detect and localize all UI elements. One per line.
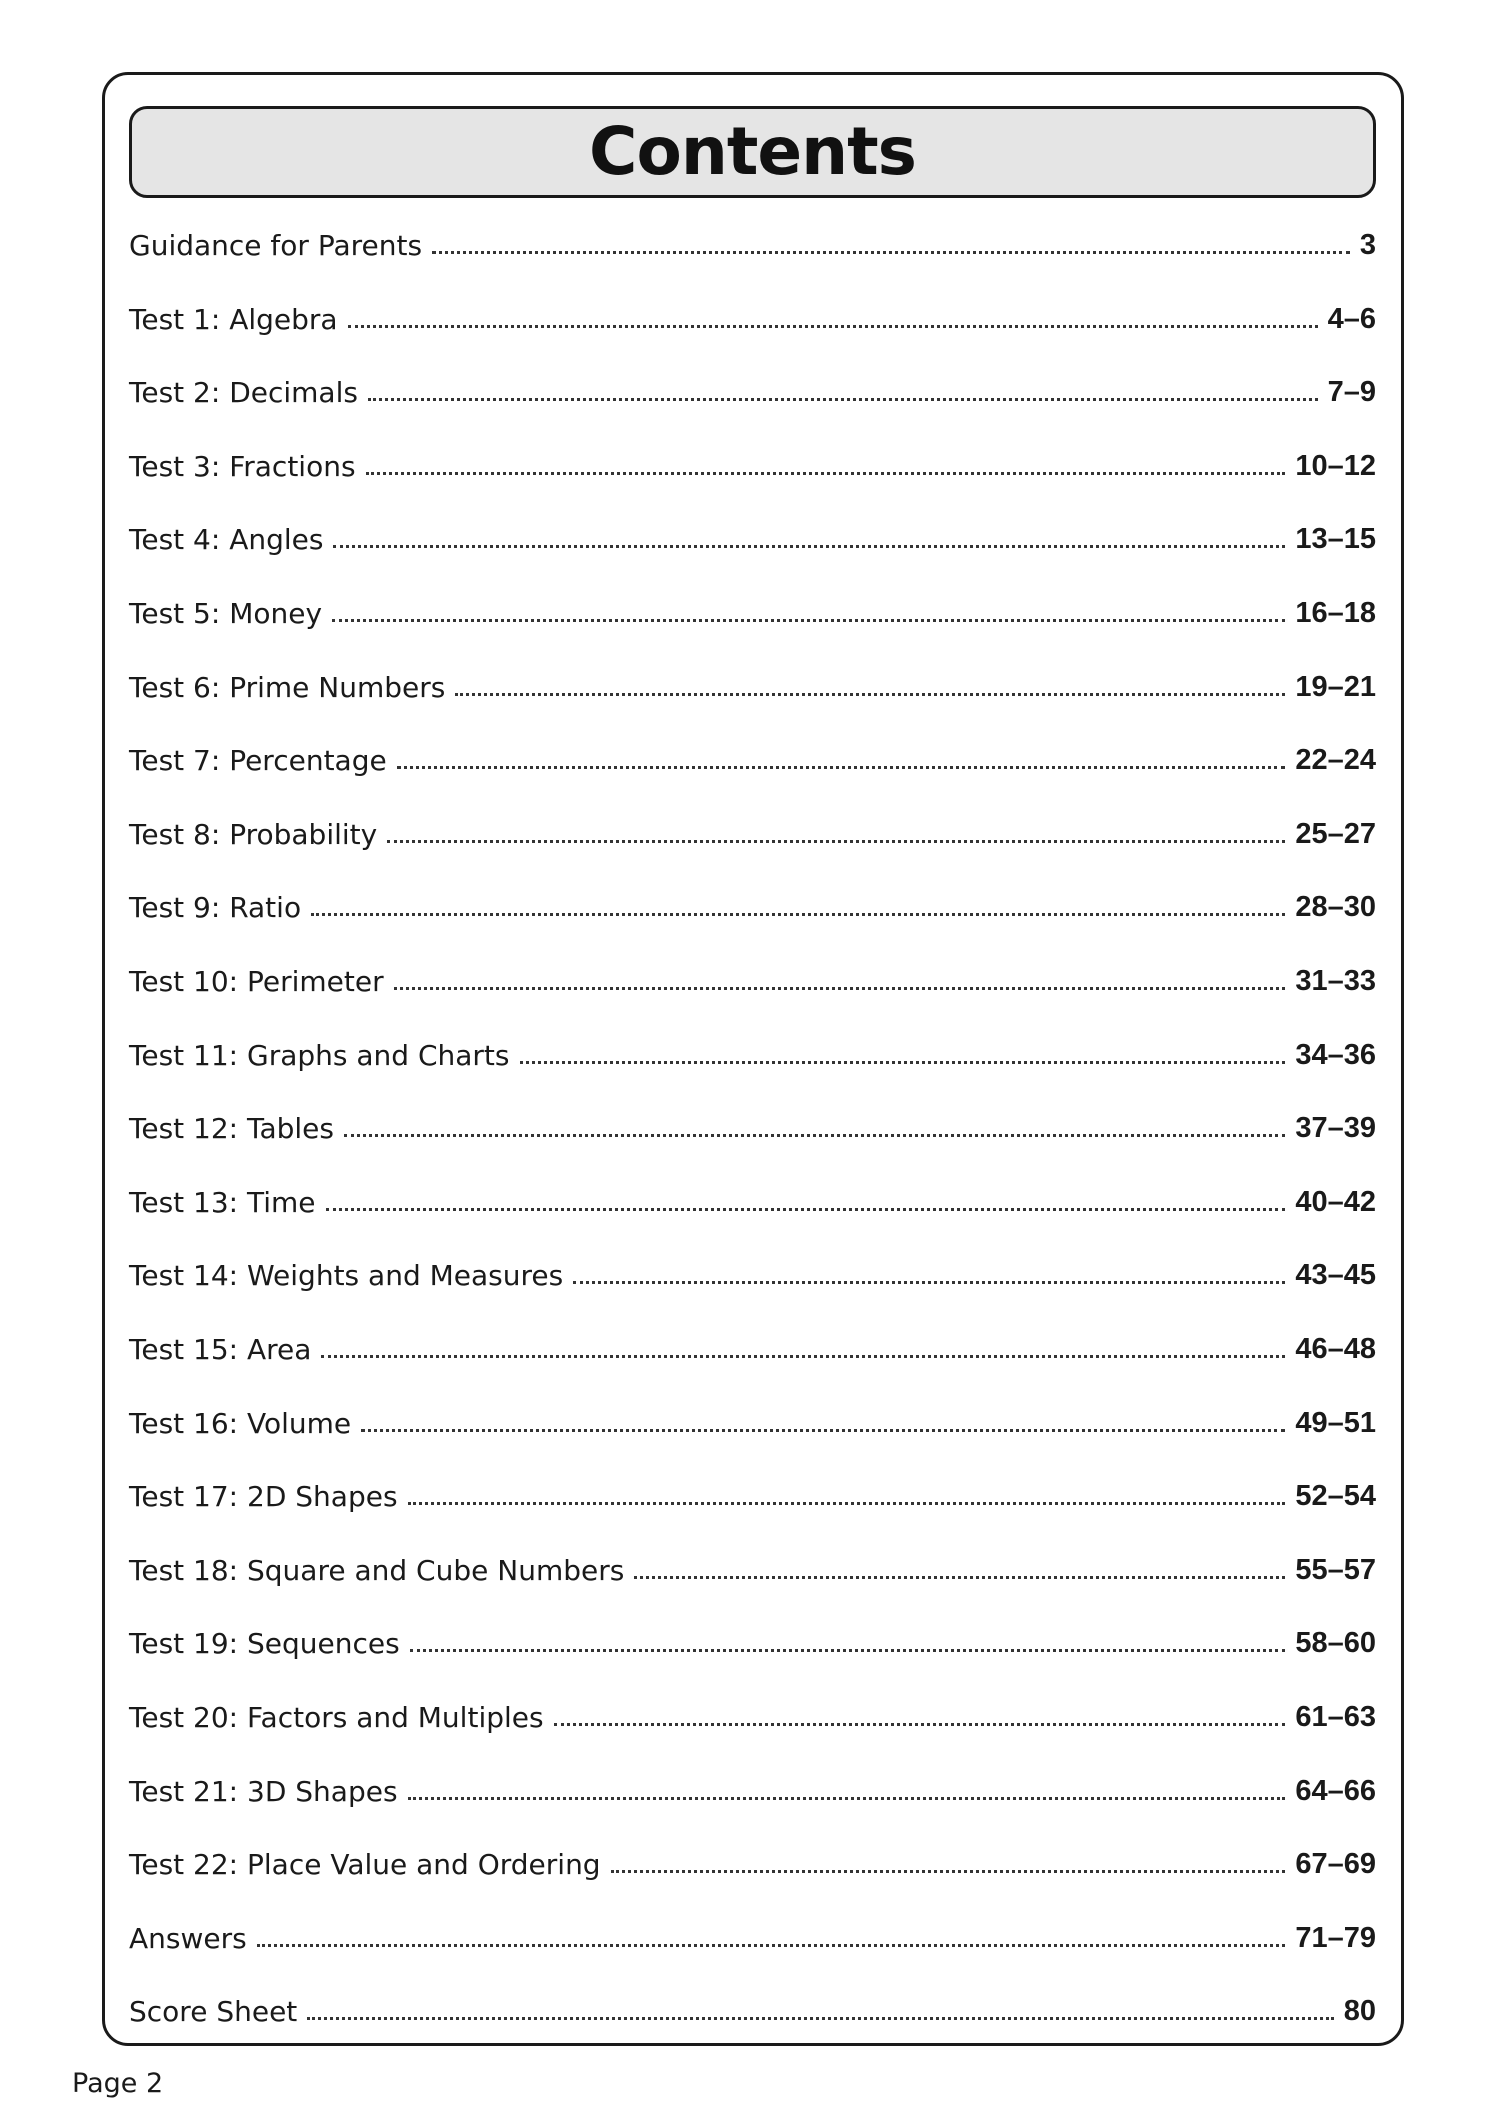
toc-entry-label: Test 18: Square and Cube Numbers	[129, 1553, 625, 1587]
toc-entry-label: Test 7: Percentage	[129, 744, 387, 778]
toc-entry-label: Test 22: Place Value and Ordering	[129, 1848, 601, 1882]
toc-entry-label: Test 10: Perimeter	[129, 965, 384, 998]
toc-entry[interactable]	[129, 1324, 1376, 1364]
toc-entry[interactable]	[129, 367, 1376, 410]
toc-entry-pages: 37–39	[1295, 1112, 1376, 1145]
toc-dot-leader	[307, 2017, 1333, 2020]
toc-entry[interactable]	[129, 809, 1376, 849]
page-title: Contents	[589, 113, 916, 190]
toc-entry[interactable]	[129, 1545, 1376, 1585]
toc-entry[interactable]	[129, 1030, 1376, 1070]
toc-dot-leader	[333, 545, 1285, 548]
toc-entry-pages: 31–33	[1295, 965, 1376, 997]
toc-entry[interactable]	[129, 588, 1376, 628]
toc-entry[interactable]	[129, 1618, 1376, 1661]
toc-dot-leader	[368, 398, 1318, 401]
toc-dot-leader	[408, 1502, 1286, 1505]
toc-dot-leader	[257, 1944, 1286, 1947]
toc-entry-pages: 40–42	[1295, 1185, 1376, 1218]
toc-entry-pages: 43–45	[1295, 1259, 1376, 1292]
toc-dot-leader	[366, 472, 1286, 475]
toc-dot-leader	[432, 251, 1350, 254]
toc-entry-label: Test 6: Prime Numbers	[129, 670, 446, 704]
toc-entry[interactable]	[129, 1471, 1376, 1514]
toc-entry-label: Test 19: Sequences	[129, 1627, 400, 1661]
toc-entry-label: Test 5: Money	[129, 597, 323, 630]
toc-entry[interactable]	[129, 735, 1376, 778]
toc-entry-label: Test 15: Area	[129, 1333, 312, 1366]
toc-entry-pages: 16–18	[1295, 597, 1376, 629]
toc-entry-label: Test 8: Probability	[129, 817, 378, 851]
toc-entry-label: Test 20: Factors and Multiples	[129, 1701, 544, 1734]
toc-entry-pages: 49–51	[1295, 1406, 1376, 1439]
toc-entry-pages: 64–66	[1295, 1774, 1376, 1807]
toc-entry[interactable]	[129, 1103, 1376, 1146]
toc-dot-leader	[410, 1649, 1286, 1652]
toc-entry-label: Score Sheet	[129, 1995, 298, 2029]
toc-dot-leader	[455, 693, 1285, 696]
toc-entry-pages: 3	[1359, 229, 1376, 261]
toc-entry-label: Test 13: Time	[129, 1185, 316, 1219]
toc-entry-label: Test 17: 2D Shapes	[129, 1480, 398, 1514]
toc-entry[interactable]	[129, 1986, 1376, 2029]
toc-entry-label: Test 21: 3D Shapes	[129, 1774, 398, 1808]
toc-entry-label: Test 1: Algebra	[129, 302, 338, 336]
toc-entry-label: Test 12: Tables	[129, 1112, 334, 1146]
toc-entry[interactable]	[129, 882, 1376, 925]
toc-dot-leader	[394, 987, 1286, 990]
toc-dot-leader	[387, 840, 1285, 843]
toc-entry[interactable]	[129, 1177, 1376, 1217]
toc-entry-pages: 71–79	[1295, 1921, 1376, 1954]
toc-entry[interactable]	[129, 1250, 1376, 1293]
toc-dot-leader	[573, 1281, 1285, 1284]
toc-entry[interactable]	[129, 1839, 1376, 1882]
toc-entry-pages: 58–60	[1295, 1627, 1376, 1660]
toc-entry-pages: 52–54	[1295, 1480, 1376, 1513]
toc-entry-pages: 34–36	[1295, 1038, 1376, 1071]
toc-entry-pages: 4–6	[1327, 302, 1376, 335]
toc-entry[interactable]	[129, 1398, 1376, 1438]
toc-dot-leader	[361, 1429, 1285, 1432]
toc-dot-leader	[311, 913, 1285, 916]
toc-entry-pages: 80	[1343, 1995, 1376, 2028]
toc-entry[interactable]	[129, 441, 1376, 481]
toc-entry-label: Answers	[129, 1921, 247, 1955]
toc-entry-label: Test 2: Decimals	[129, 376, 358, 410]
page-number: Page 2	[72, 2068, 164, 2099]
toc-entry-label: Test 14: Weights and Measures	[129, 1259, 564, 1293]
toc-entry-label: Guidance for Parents	[129, 229, 423, 262]
toc-dot-leader	[408, 1797, 1286, 1800]
toc-entry[interactable]	[129, 1692, 1376, 1732]
toc-entry-pages: 7–9	[1327, 376, 1376, 409]
toc-entry-pages: 67–69	[1295, 1848, 1376, 1881]
toc-entry[interactable]	[129, 956, 1376, 996]
toc-entry-pages: 28–30	[1295, 891, 1376, 924]
toc-entry-label: Test 9: Ratio	[129, 891, 302, 925]
toc-dot-leader	[397, 766, 1286, 769]
toc-entry[interactable]	[129, 514, 1376, 557]
toc-dot-leader	[611, 1870, 1286, 1873]
toc-dot-leader	[348, 325, 1318, 328]
toc-entry-pages: 46–48	[1295, 1333, 1376, 1365]
toc-entry-pages: 19–21	[1295, 670, 1376, 703]
toc-dot-leader	[332, 619, 1285, 622]
toc-entry-pages: 22–24	[1295, 744, 1376, 777]
toc-entry-label: Test 11: Graphs and Charts	[129, 1038, 510, 1072]
toc-dot-leader	[344, 1134, 1285, 1137]
title-banner	[129, 106, 1376, 198]
toc-entry[interactable]	[129, 220, 1376, 260]
toc-dot-leader	[554, 1723, 1286, 1726]
toc-entry[interactable]	[129, 1913, 1376, 1953]
toc-entry-pages: 10–12	[1295, 449, 1376, 482]
toc-entry[interactable]	[129, 294, 1376, 334]
toc-entry-label: Test 16: Volume	[129, 1406, 352, 1440]
toc-dot-leader	[634, 1576, 1285, 1579]
toc-entry[interactable]	[129, 662, 1376, 702]
toc-entry-pages: 55–57	[1295, 1553, 1376, 1586]
toc-entry-pages: 13–15	[1295, 523, 1376, 556]
toc-entry-label: Test 4: Angles	[129, 523, 324, 557]
toc-dot-leader	[326, 1208, 1286, 1211]
toc-entry-pages: 25–27	[1295, 817, 1376, 850]
toc-dot-leader	[520, 1061, 1286, 1064]
toc-entry[interactable]	[129, 1766, 1376, 1806]
toc-entry-pages: 61–63	[1295, 1701, 1376, 1733]
toc-dot-leader	[321, 1355, 1285, 1358]
toc-entry-label: Test 3: Fractions	[129, 449, 356, 483]
